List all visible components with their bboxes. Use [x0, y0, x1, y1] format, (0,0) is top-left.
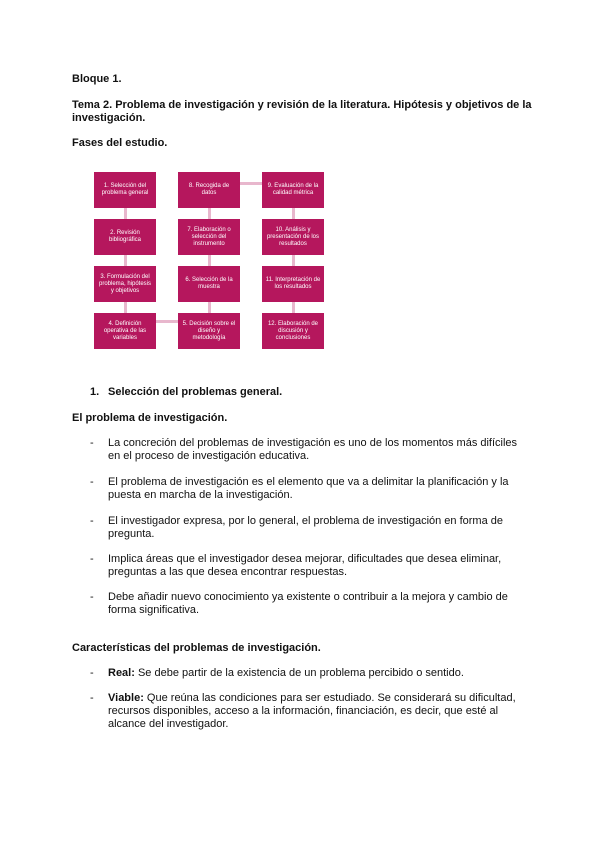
bullet-dash: - [90, 591, 94, 603]
topic-heading: Tema 2. Problema de investigación y revisión de la literatura. Hipótesis y objetivos de la investigación. [72, 99, 532, 124]
connector-8-9 [240, 182, 262, 185]
characteristic-item [108, 667, 528, 680]
characteristic-item [108, 692, 528, 731]
phase-box-12: 12. Elaboración de discusión y conclusiones [262, 313, 324, 349]
phase-box-1: 1. Selección del problema general [94, 172, 156, 208]
phases-heading: Fases del estudio. [72, 137, 168, 149]
phase-box-3: 3. Formulación del problema, hipótesis y objetivos [94, 266, 156, 302]
phase-box-2: 2. Revisión bibliográfica [94, 219, 156, 255]
phase-box-6: 6. Selección de la muestra [178, 266, 240, 302]
phase-box-9: 9. Evaluación de la calidad métrica [262, 172, 324, 208]
characteristic-text: Se debe partir de la existencia de un problema percibido o sentido. [134, 667, 464, 679]
characteristic-term: Viable: [108, 692, 144, 704]
bullet-dash: - [90, 515, 94, 527]
phase-box-10: 10. Análisis y presentación de los resultados [262, 219, 324, 255]
bullet-dash: - [90, 692, 94, 704]
bullet-item: Debe añadir nuevo conocimiento ya existente o contribuir a la mejora y cambio de forma significativa. [108, 591, 508, 616]
section-title-problem: El problema de investigación. [72, 412, 228, 424]
bullet-item: Implica áreas que el investigador desea mejorar, dificultades que desea eliminar, preguntas a las que desea encontrar respuestas. [108, 553, 502, 578]
characteristic-text: Que reúna las condiciones para ser estudiado. Se considerará su dificultad, recursos disponibles, acceso a la información, financiación, es decir, que esté al alcance del investigador. [108, 692, 516, 730]
characteristic-term: Real: [108, 667, 135, 679]
bullet-dash: - [90, 437, 94, 449]
bullet-item: El problema de investigación es el elemento que va a delimitar la planificación y la puesta en marcha de la investigación. [108, 476, 509, 501]
numbered-item-text: Selección del problemas general. [108, 386, 283, 398]
numbered-item-number: 1. [90, 386, 100, 398]
phase-box-5: 5. Decisión sobre el diseño y metodología [178, 313, 240, 349]
block-heading: Bloque 1. [72, 73, 122, 85]
bullet-dash: - [90, 476, 94, 488]
section-title-characteristics: Características del problemas de investigación. [72, 642, 321, 654]
bullet-dash: - [90, 553, 94, 565]
bullet-dash: - [90, 667, 94, 679]
bullet-item: La concreción del problemas de investigación es uno de los momentos más difíciles en el proceso de investigación educativa. [108, 437, 518, 462]
phase-box-7: 7. Elaboración o selección del instrumento [178, 219, 240, 255]
phase-box-4: 4. Definición operativa de las variables [94, 313, 156, 349]
study-phases-diagram [94, 172, 324, 350]
bullet-item: El investigador expresa, por lo general, el problema de investigación en forma de pregunta. [108, 515, 504, 540]
phase-box-8: 8. Recogida de datos [178, 172, 240, 208]
connector-4-5 [156, 320, 178, 323]
phase-box-11: 11. Interpretación de los resultados [262, 266, 324, 302]
